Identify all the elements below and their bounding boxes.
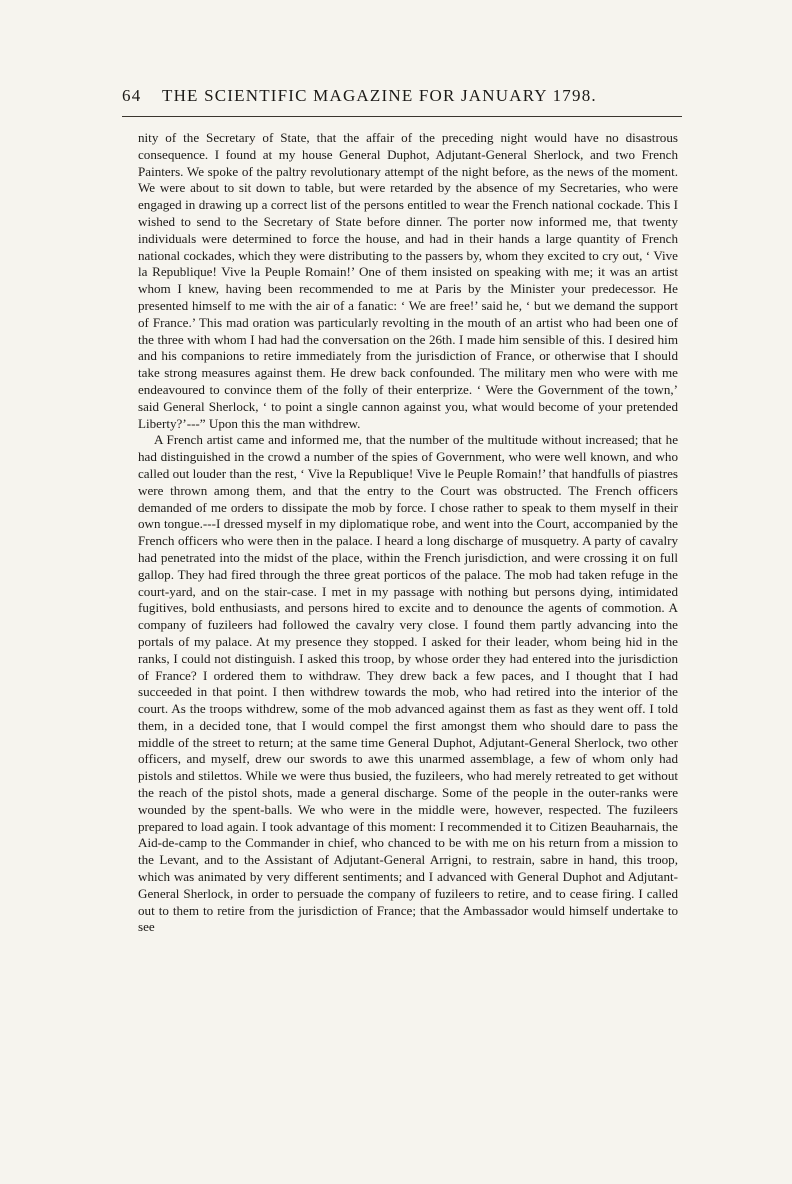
article-body [138, 130, 678, 936]
running-title: THE SCIENTIFIC MAGAZINE FOR JANUARY 1798. [162, 86, 597, 105]
paragraph-2: A French artist came and informed me, that the number of the multitude without increased; that he had distinguished in the crowd a number of the spies of Government, who were well known, and who called out louder than the rest, ‘ Vive la Republique! Vive le Peuple Romain!’ that handfulls of piastres were thrown among them, and that the entry to the Court was obstructed. The French officers demanded of me orders to dissipate the mob by force. I chose rather to speak to them myself in their own tongue.---I dressed myself in my diplomatique robe, and went into the Court, accompanied by the French officers who were then in the palace. I heard a long discharge of musquetry. A party of cavalry had penetrated into the midst of the place, within the French jurisdiction, and were crossing it on full gallop. They had fired through the three great porticos of the palace. The mob had taken refuge in the court-yard, and on the stair-case. I met in my passage with nothing but persons dying, intimidated fugitives, bold enthusiasts, and persons hired to excite and to denounce the agents of commotion. A company of fuzileers had followed the cavalry very close. I found them partly advancing into the portals of my palace. At my presence they stopped. I asked for their leader, whom being hid in the ranks, I could not distinguish. I asked this troop, by whose order they had entered into the jurisdiction of France? I ordered them to withdraw. They drew back a few paces, and I thought that I had succeeded in that point. I then withdrew towards the mob, who had retired into the interior of the court. As the troops withdrew, some of the mob advanced against them as fast as they went off. I told them, in a decided tone, that I would compel the first amongst them who should dare to pass the middle of the street to return; at the same time General Duphot, Adjutant-General Sherlock, two other officers, and myself, drew our swords to awe this unarmed assemblage, a few of whom only had pistols and stilettos. While we were thus busied, the fuzileers, who had merely retreated to get without the reach of the pistol shots, made a general discharge. Some of the people in the outer-ranks were wounded by the spent-balls. We who were in the middle were, however, respected. The fuzileers prepared to load again. I took advantage of this moment: I recommended it to Citizen Beauharnais, the Aid-de-camp to the Commander in chief, who chanced to be with me on his return from a mission to the Levant, and to the Assistant of Adjutant-General Arrigni, to restrain, sabre in hand, this troop, which was animated by very different sentiments; and I advanced with General Duphot and Adjutant-General Sherlock, in order to persuade the company of fuzileers to retire, and to cease firing. I called out to them to retire from the jurisdiction of France; that the Ambassador would himself undertake to see [138, 432, 678, 935]
paragraph-1: nity of the Secretary of State, that the affair of the preceding night would have no disastrous consequence. I found at my house General Duphot, Adjutant-General Sherlock, and two French Painters. We spoke of the paltry revolutionary attempt of the night before, as the news of the moment. We were about to sit down to table, but were retarded by the absence of my Secretaries, who were engaged in drawing up a correct list of the persons entitled to wear the French national cockade. This I wished to send to the Secretary of State before dinner. The porter now informed me, that twenty individuals were determined to force the house, and had in their hands a large quantity of French national cockades, which they were distributing to the passers by, whom they excited to cry out, ‘ Vive la Republique! Vive la Peuple Romain!’ One of them insisted on speaking with me; it was an artist whom I knew, having been recommended to me at Paris by the Minister your predecessor. He presented himself to me with the air of a fanatic: ‘ We are free!’ said he, ‘ but we demand the support of France.’ This mad oration was particularly revolting in the mouth of an artist who had been one of the three with whom I had had the conversation on the 26th. I made him sensible of this. I desired him and his companions to retire immediately from the jurisdiction of France, or otherwise that I should take strong measures against them. He drew back confounded. The military men who were with me endeavoured to convince them of the folly of their enterprize. ‘ Were the Government of the town,’ said General Sherlock, ‘ to point a single cannon against you, what would become of your pretended Liberty?’---” Upon this the man withdrew. [138, 130, 678, 431]
page-header [122, 86, 682, 112]
page-number: 64 [122, 86, 142, 105]
header-rule [122, 116, 682, 117]
